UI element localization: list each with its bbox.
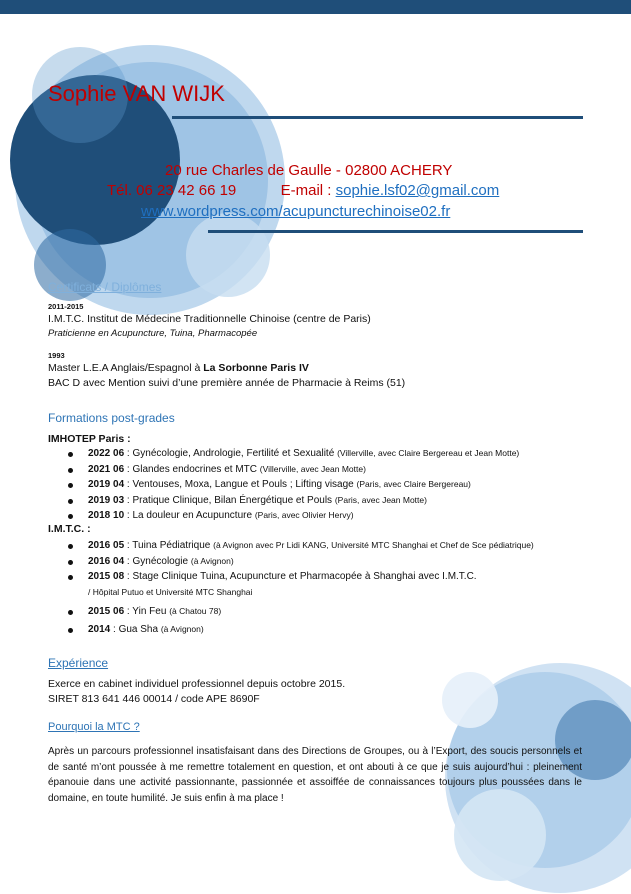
item-date: 2021 06 (88, 463, 125, 475)
item-text: : La douleur en Acupuncture (124, 510, 255, 521)
formation-group-label (48, 433, 131, 445)
item-date: 2019 03 (88, 494, 125, 506)
item-date: 2014 (88, 623, 111, 635)
bullet-icon (68, 468, 73, 473)
cert-line: I.M.T.C. Institut de Médecine Traditionnelle Chinoise (centre de Paris) (48, 313, 371, 325)
contact-row (107, 182, 499, 199)
bullet-icon (68, 560, 73, 565)
email-label: E-mail : (280, 182, 336, 199)
item-note: (Villerville, avec Claire Bergereau et Jean Motte) (337, 448, 520, 458)
item-text: : Stage Clinique Tuina, Acupuncture et Pharmacopée à Shanghai avec I.M.T.C. (124, 571, 477, 582)
formation-group-label (48, 523, 91, 535)
item-text: : Ventouses, Moxa, Langue et Pouls ; Lifting visage (124, 479, 357, 490)
item-date: 2016 05 (88, 540, 125, 551)
experience-line: Exerce en cabinet individuel professionnel depuis octobre 2015. (48, 678, 346, 690)
list-item (68, 622, 534, 638)
formation-list-imhotep (68, 446, 519, 524)
section-title-formations: Formations post-grades (48, 411, 175, 425)
item-sub-note: / Hôpital Putuo et Université MTC Shanghai (88, 586, 253, 597)
list-item (68, 493, 519, 509)
section-title-certificats: Certificats / Diplômes (48, 280, 162, 294)
website-link[interactable]: www.wordpress.com/acupuncturechinoise02.fr (141, 203, 451, 220)
list-sub-note (68, 585, 534, 601)
list-item (68, 446, 519, 462)
cert-line (48, 362, 309, 374)
list-item (68, 569, 534, 585)
bullet-icon (68, 575, 73, 580)
bullet-icon (68, 483, 73, 488)
bullet-icon (68, 514, 73, 519)
item-text: : Tuina Pédiatrique (124, 540, 214, 551)
item-date: 2018 10 (88, 510, 125, 521)
item-text: : Glandes endocrines et MTC (124, 463, 260, 475)
bullet-icon (68, 452, 73, 457)
cert-date: 1993 (48, 351, 65, 360)
cert-line: Praticienne en Acupuncture, Tuina, Pharmacopée (48, 328, 258, 339)
item-note: (Paris, avec Olivier Hervy) (254, 510, 354, 520)
item-note: (à Avignon) (160, 623, 204, 634)
item-note: (Paris, avec Claire Bergereau) (356, 479, 471, 489)
group-label: I.M.T.C. : (48, 523, 91, 535)
experience-line: SIRET 813 641 446 00014 / code APE 8690F (48, 693, 260, 705)
cert-text: Master L.E.A Anglais/Espagnol à (48, 362, 204, 374)
cert-line: BAC D avec Mention suivi d’une première année de Pharmacie à Reims (51) (48, 377, 406, 389)
item-note: (Villerville, avec Jean Motte) (259, 463, 366, 474)
list-item (68, 508, 519, 524)
list-item (68, 554, 534, 570)
cert-date: 2011-2015 (48, 302, 84, 311)
phone: Tél. 06 23 42 66 19 (107, 182, 237, 199)
item-text: : Pratique Clinique, Bilan Énergétique et Pouls (124, 494, 335, 506)
header-rule-top (172, 116, 583, 119)
list-item (68, 477, 519, 493)
item-text: : Gynécologie (124, 555, 191, 567)
list-item (68, 604, 534, 620)
item-date: 2022 06 (88, 448, 125, 459)
address: 20 rue Charles de Gaulle - 02800 ACHERY (165, 162, 453, 179)
section-title-experience: Expérience (48, 656, 109, 670)
item-note: (à Avignon avec Pr Lidi KANG, Université MTC Shanghai et Chef de Sce pédiatrique) (213, 540, 534, 550)
item-date: 2019 04 (88, 479, 125, 490)
item-note: (à Avignon) (190, 555, 234, 566)
item-note: (Paris, avec Jean Motte) (334, 494, 427, 505)
bullet-icon (68, 610, 73, 615)
item-text: : Yin Feu (124, 606, 170, 617)
bullet-icon (68, 499, 73, 504)
bullet-icon (68, 544, 73, 549)
item-date: 2016 04 (88, 555, 125, 567)
email-link[interactable]: sophie.lsf02@gmail.com (335, 182, 500, 199)
item-note: (à Chatou 78) (169, 606, 222, 616)
cert-school: La Sorbonne Paris IV (203, 362, 309, 374)
item-date: 2015 08 (88, 571, 125, 582)
header-rule-bottom (208, 230, 583, 233)
item-text: : Gynécologie, Andrologie, Fertilité et Sexualité (124, 448, 338, 459)
item-date: 2015 06 (88, 606, 125, 617)
candidate-name: Sophie VAN WIJK (48, 81, 225, 106)
group-label: IMHOTEP Paris : (48, 433, 131, 445)
list-item (68, 462, 519, 478)
formation-list-imtc (68, 538, 534, 637)
list-item (68, 538, 534, 554)
section-title-mtc: Pourquoi la MTC ? (48, 721, 140, 733)
item-text: : Gua Sha (110, 623, 161, 635)
bullet-icon (68, 628, 73, 633)
mtc-paragraph: Après un parcours professionnel insatisfaisant dans des Directions de Groupes, ou à l’Export, des soucis personnels et de santé m’ont poussée à me remettre totalement en question, et ont abouti à ce que je suis aujourd’hui : pleinement épanouie dans une activité passionnante, passionnée et assoiffée de connaissances toujours plus poussées dans le domaine, en toute humilité. Je suis enfin à ma place ! (48, 746, 582, 804)
